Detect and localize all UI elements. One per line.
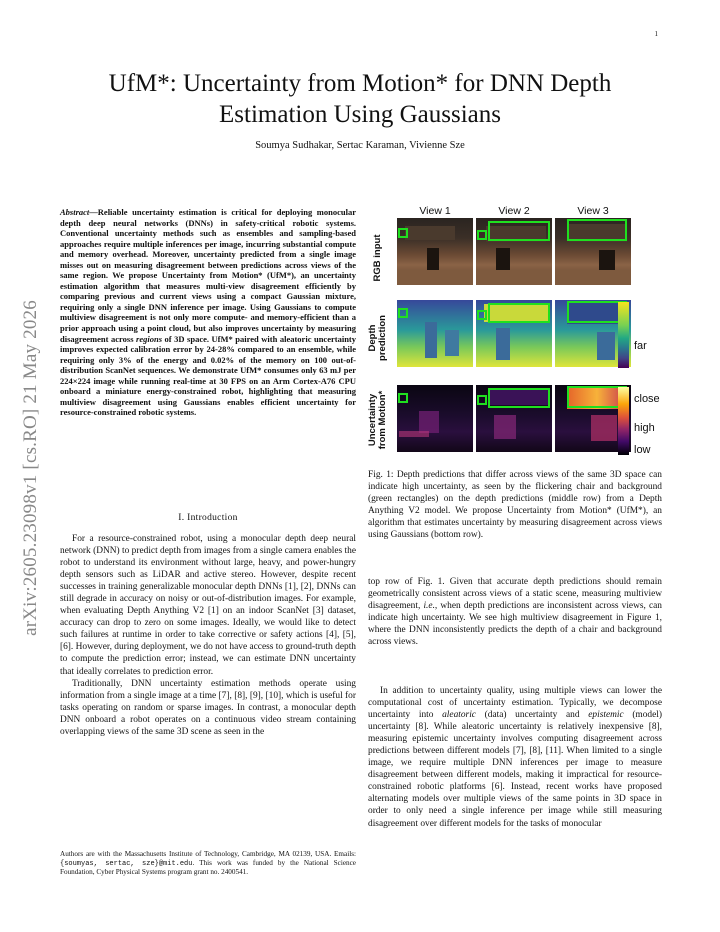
row-label-uncertainty: Uncertainty from Motion* [367,390,388,450]
abstract-text-b: of 3D space. UfM* paired with aleatoric uncertainty improves expected calibration error by 24-28% compared to an ensemble, while requiring only 3% of the energy and 0.02% of the memory on 100 out-of-distribution ScanNet sequences. We demonstrate UfM* consumes only 63 mJ per 224×224 image while running real-time at 30 FPS on an Arm Cortex-A76 CPU onboard a miniature energy-constrained robot, highlighting that measuring multiview disagreement using Gaussians enables efficient uncertainty for resource-constrained robotic systems. [60,333,357,418]
authors: Soumya Sudhakar, Sertac Karaman, Vivienne Sze [255,140,465,151]
intro-body [60,533,356,738]
uncertainty-colorbar [618,387,629,455]
footnote [60,850,356,877]
intro-paragraph-1: For a resource-constrained robot, using a monocular depth deep neural network (DNN) to predict depth from images from a single camera enables the robot to understand its environment without large, heavy, and power-hungry depth sensors such as LiDAR and active stereo. However, despite recent successes in training generalizable monocular depth DNNs [1], [2], DNNs can still degrade in accuracy on noisy or out-of-distribution images. For example, when evaluating Depth Anything V2 [1] on an indoor ScanNet [3] dataset, accuracy can drop to zero on some images. Ideally, we would like to detect such failures at runtime in order to take corrective or safety actions [4], [5], [6]. However, during deployment, we do not have access to ground-truth depth to compute the prediction error; instead, we can estimate DNN uncertainty that ideally correlates to prediction error. [60,534,356,677]
right-paragraph-2: In addition to uncertainty quality, using multiple views can lower the computational cost of uncertainty estimation. Typically, we decompose uncertainty into aleatoric (data) uncertainty and epistemic (model) uncertainty [8]. While aleatoric uncertainty is relatively inexpensive [8], measuring epistemic uncertainty involves computing disagreement across predictions between different models [7], [8], [11]. When limited to a single image, we require multiple DNN inferences per image to measure disagreement between different models, making it impractical for resource-constrained robotic platforms [6]. Instead, recent works have proposed alternating models over multiple views of the same points in 3D space in order to only need a single inference per image while still measuring disagreement over different models for the tasks of monocular [368,686,662,829]
page-number: 1 [654,30,658,38]
uncertainty-view-1-image [397,385,473,452]
highlight-box [488,221,550,241]
highlight-box [488,388,550,408]
uncertainty-view-2-image [476,385,552,452]
uncertainty-colorbar-bottom-label: low [634,444,651,456]
depth-colorbar [618,302,629,368]
highlight-box [477,230,487,240]
highlight-box [567,219,627,241]
section-heading-introduction: I. Introduction [178,513,238,523]
highlight-box [398,228,408,238]
rgb-view-1-image [397,218,473,285]
view-1-label: View 1 [419,205,451,217]
row-label-depth: Depth prediction [367,314,388,361]
figure-1 [368,200,668,462]
uncertainty-colorbar-top-label: high [634,422,655,434]
intro-paragraph-2: Traditionally, DNN uncertainty estimation methods operate using information from a single image at a time [7], [8], [9], [10], which is useful for tasks operating on random or sparse images. In contrast, a monocular depth DNN onboard a robot operates on a continuous video stream containing overlapping views of the same 3D scene as seen in the [60,678,356,737]
abstract [60,207,356,418]
highlight-box [488,303,550,323]
depth-colorbar-bottom-label: close [634,393,660,405]
view-3-label: View 3 [577,205,609,217]
depth-view-2-image [476,300,552,367]
title-line-1: UfM*: Uncertainty from Motion* for DNN Depth [108,70,612,97]
row-label-rgb: RGB input [372,234,383,281]
aleatoric-emphasis: aleatoric [442,710,476,721]
epistemic-emphasis: epistemic [588,710,624,721]
depth-colorbar-top-label: far [634,340,647,352]
abstract-label: Abstract [60,207,90,217]
depth-view-1-image [397,300,473,367]
paper-title [60,68,660,130]
highlight-box [398,393,408,403]
footnote-text-a: Authors are with the Massachusetts Institute of Technology, Cambridge, MA 02139, USA. Emails: [60,850,356,858]
abstract-text-a: —Reliable uncertainty estimation is critical for deploying monocular depth deep neural networks (DNNs) in safety-critical robotic systems. Conventional uncertainty methods such as ensembles and sampling-based approaches require multiple inferences per image, incurring substantial compute and memory overhead. Moreover, uncertainty predicted from a single image misses out on measuring disagreement between predictions across views of the same region. We propose Uncertainty from Motion* (UfM*), an uncertainty estimation algorithm that measures multi-view disagreement efficiently by comparing previous and current views using a compact Gaussian mixture, requiring only a single DNN inference per image. Using Gaussians to compute multiview disagreement is not only more compute- and memory-efficient than a prior approach using a point cloud, but also improves uncertainty by measuring disagreement across [60,207,356,344]
view-2-label: View 2 [498,205,530,217]
title-line-2: Estimation Using Gaussians [219,101,501,128]
ie-emphasis: i.e., [423,601,438,612]
highlight-box [477,395,487,405]
rgb-view-3-image [555,218,631,285]
abstract-regions: regions [136,333,163,344]
arxiv-stamp [17,258,45,678]
figure-1-caption: Fig. 1: Depth predictions that differ across views of the same 3D space can indicate high uncertainty, as seen by the flickering chair and background (green rectangles) on the depth predictions (middle row) from a Depth Anything V2 model. We propose Uncertainty from Motion* (UfM*), an algorithm that estimates uncertainty by measuring disagreement across views using Gaussians (bottom row). [368,470,662,541]
highlight-box [477,310,487,320]
highlight-box [398,308,408,318]
rgb-view-2-image [476,218,552,285]
arxiv-stamp-text: arXiv:2605.23098v1 [cs.RO] 21 May 2026 [20,300,41,636]
footnote-text-b: . This work was funded by the National Science Foundation, Cyber Physical Systems program grant no. 2400541. [60,858,357,877]
footnote-email: {soumyas, sertac, sze}@mit.edu [60,859,193,868]
right-paragraph-1: top row of Fig. 1. Given that accurate depth predictions should remain geometrically consistent across views of a static scene, measuring multiview disagreement, i.e., when depth predictions are inconsistent across views, can indicate high uncertainty. We see high multiview disagreement in Figure 1, where the DNN inconsistently predicts the depth of a chair and background across views. [368,577,662,648]
